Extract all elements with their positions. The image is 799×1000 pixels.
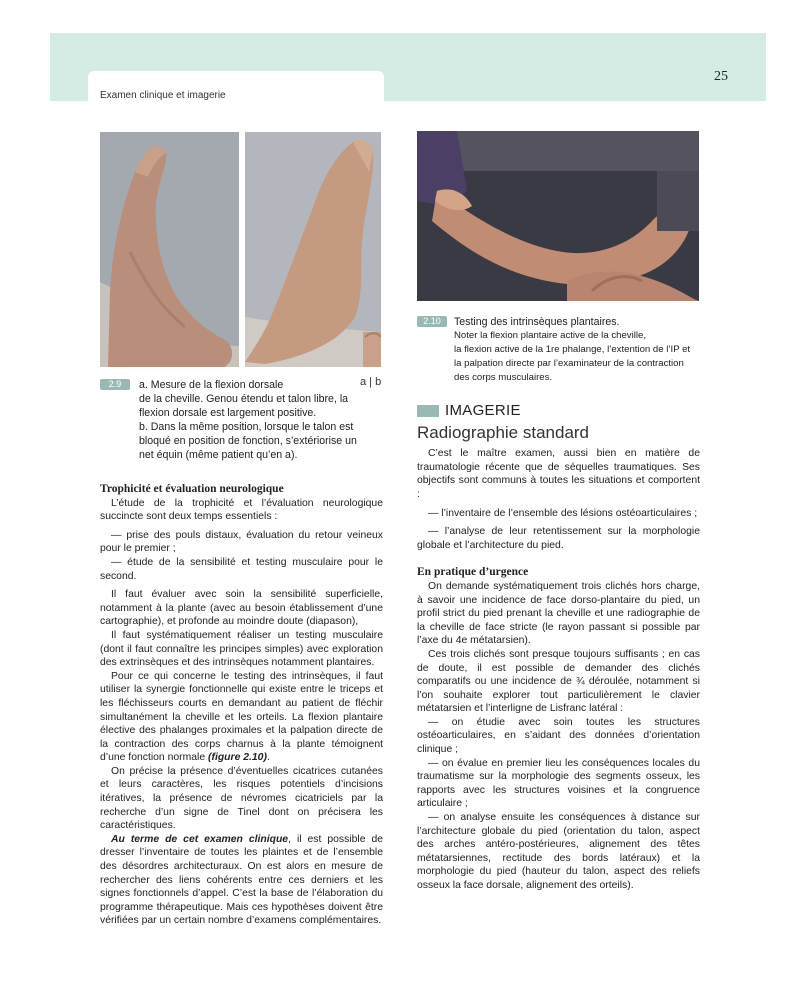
body-paragraph: Pour ce qui concerne le testing des intrinsèques, il faut utiliser la synergie fonctionnelle qui existe entre le triceps et les fléchisseurs courts en demandant au patient de fléchir simultanément la cheville et les orteils. La flexion plantaire élective des phalanges proximales et la palpation directe de la contraction des corps charnus à la plante témoignent d’une fonction normale (figure 2.10). <box>100 670 383 764</box>
figure-2-10-photo <box>417 131 699 301</box>
section-label: IMAGERIE <box>445 402 521 419</box>
figure-2-9-caption-line: a. Mesure de la flexion dorsale <box>139 379 284 391</box>
section-title-imagerie <box>417 404 700 418</box>
figure-2-10-caption-line: Testing des intrinsèques plantaires. <box>454 316 620 328</box>
figure-reference: (figure 2.10) <box>208 752 267 764</box>
body-paragraph: Il faut systématiquement réaliser un testing musculaire (dont il faut connaître les principes simples) avec exploration des extrinsèques et des intrinsèques notamment plantaires. <box>100 629 383 669</box>
figure-2-10-caption-line: des corps musculaires. <box>454 372 553 383</box>
list-item: — l’analyse de leur retentissement sur la morphologie globale et l’architecture du pied. <box>417 526 700 551</box>
list-item: — on étudie avec soin toutes les structures ostéoarticulaires, en s’aidant des données d’orientation clinique ; <box>417 716 700 756</box>
figure-2-9-caption-line: flexion dorsale est largement positive. <box>139 407 317 419</box>
body-paragraph <box>100 833 383 928</box>
section-heading-urgence: En pratique d’urgence <box>417 566 529 579</box>
emphasis-text: Au terme de cet examen clinique <box>111 833 289 845</box>
body-paragraph: C’est le maître examen, aussi bien en matière de traumatologie récente que de séquelles traumatiques. Ses objectifs sont communs à toutes les situations et comportent : <box>417 448 700 500</box>
body-text: , il est possible de dresser l’inventaire de toutes les plaintes et de l’ensemble des désordres architecturaux. On est alors en mesure de rechercher des liens cohérents entre ces derniers et les signes fonctionnels d’appel. C’est la base de l’élaboration du programme thérapeutique. Mais ces hypothèses doivent être vérifiées par un certain nombre d’examens complémentaires. <box>100 833 383 927</box>
figure-2-9-caption-line: de la cheville. Genou étendu et talon libre, la <box>139 393 349 405</box>
list-item: — prise des pouls distaux, évaluation du retour veineux pour le premier ; <box>100 529 383 555</box>
section-marker-icon <box>417 405 439 417</box>
page-number: 25 <box>714 69 728 84</box>
list-item: — on évalue en premier lieu les conséquences locales du traumatisme sur la morphologie des segments osseux, les rapports avec les structures voisines et la congruence articulaire ; <box>417 757 700 810</box>
figure-2-10-caption-line: Noter la flexion plantaire active de la cheville, <box>454 330 646 341</box>
subsection-heading: Radiographie standard <box>417 422 590 442</box>
body-paragraph: On demande systématiquement trois clichés hors charge, à savoir une incidence de face dorso-plantaire du pied, un profil strict du pied prenant la cheville et une radiographie de la cheville de face stricte (le rayon passant si possible par l’axe du 4e métatarsien). <box>417 580 700 647</box>
figure-2-9-caption <box>139 378 389 462</box>
list-item: — étude de la sensibilité et testing musculaire pour le second. <box>100 556 383 582</box>
figure-2-10-caption-line: la palpation directe par l’examinateur de la contraction <box>454 358 684 369</box>
figure-2-9b-photo <box>245 132 381 367</box>
figure-2-9-caption-line: bloqué en position de fonction, s’extériorise un <box>139 435 357 447</box>
right-column <box>417 404 700 893</box>
section-heading-trophicite: Trophicité et évaluation neurologique <box>100 483 284 495</box>
body-paragraph: L’étude de la trophicité et l’évaluation neurologique succincte sont deux temps essentiels : <box>100 497 383 523</box>
body-paragraph: Il faut évaluer avec soin la sensibilité superficielle, notamment à la plante (avec au besoin établissement d’une cartographie), et profonde au moindre doute (diapason), <box>100 589 383 628</box>
running-head: Examen clinique et imagerie <box>100 90 226 101</box>
body-paragraph: On précise la présence d’éventuelles cicatrices cutanées et leurs caractères, les risques potentiels d’incisions itératives, la présence de névromes cicatriciels par la recherche d’un signe de Tinel dont on précisera les caractéristiques. <box>100 765 383 832</box>
figure-2-9-panel-label: a | b <box>360 376 382 388</box>
figure-2-9-caption-line: b. Dans la même position, lorsque le talon est <box>139 421 354 433</box>
figure-2-10-caption-line: la flexion active de la 1re phalange, l’extention de l’IP et <box>454 344 691 355</box>
body-paragraph: Ces trois clichés sont presque toujours suffisants ; en cas de doute, il est possible de demander des clichés comparatifs ou une incidence de ¾ déroulée, notamment si l’on souhaite explorer tout particulièrement le clavier métatarsien et l’interligne de Lisfranc latéral : <box>417 648 700 715</box>
figure-2-10-caption <box>454 315 714 385</box>
list-item: — on analyse ensuite les conséquences à distance sur l’architecture globale du pied (orientation du talon, aspect des arches antéro-postérieures, alignement des têtes métatarsiennes, rectitude des bords latéraux) et la morphologie du pied (hauteur du talon, aspect des reliefs osseux la face dorsale, alignement des orteils). <box>417 812 700 891</box>
figure-2-10-badge: 2.10 <box>417 316 447 327</box>
figure-2-9a-photo <box>100 132 239 367</box>
left-column <box>100 483 383 928</box>
list-item: — l’inventaire de l’ensemble des lésions ostéoarticulaires ; <box>428 507 698 519</box>
figure-2-9-caption-line: net équin (même patient qu’en a). <box>139 449 298 461</box>
figure-2-9-badge: 2.9 <box>100 379 130 390</box>
body-text: Pour ce qui concerne le testing des intrinsèques, il faut utiliser la synergie fonctionnelle qui existe entre le triceps et les fléchisseurs courts en demandant au patient de fléchir simultanément la cheville et les orteils. La flexion plantaire élective des phalanges proximales et la palpation directe de la contraction des corps charnus à la plante témoignent d’une fonction normale <box>100 670 383 764</box>
